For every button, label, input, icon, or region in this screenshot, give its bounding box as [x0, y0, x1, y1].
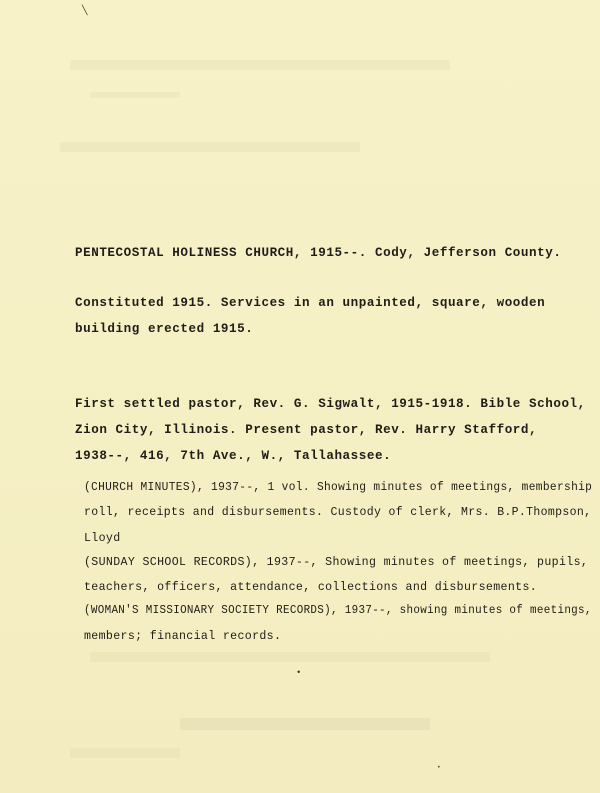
entry-heading: PENTECOSTAL HOLINESS CHURCH, 1915--. Cody, Jefferson County.	[75, 246, 562, 260]
paragraph-line: Zion City, Illinois. Present pastor, Rev. Harry Stafford,	[75, 423, 538, 437]
record-line: (SUNDAY SCHOOL RECORDS), 1937--, Showing minutes of meetings, pupils,	[84, 556, 589, 569]
paragraph-line: First settled pastor, Rev. G. Sigwalt, 1915-1918. Bible School,	[75, 397, 586, 411]
paragraph-line: Constituted 1915. Services in an unpainted, square, wooden	[75, 296, 546, 310]
record-line: (CHURCH MINUTES), 1937--, 1 vol. Showing minutes of meetings, membership	[84, 481, 593, 494]
bleed-through-line	[180, 718, 430, 730]
record-line: members; financial records.	[84, 630, 282, 643]
bleed-through-line	[90, 652, 490, 662]
ink-speck: •	[296, 668, 302, 678]
ink-speck: ╲	[82, 6, 88, 16]
record-line: Lloyd	[84, 532, 121, 545]
record-line: teachers, officers, attendance, collections and disbursements.	[84, 581, 538, 594]
bleed-through-line	[70, 60, 450, 70]
bleed-through-line	[90, 92, 180, 98]
bleed-through-line	[60, 142, 360, 152]
record-line: roll, receipts and disbursements. Custody of clerk, Mrs. B.P.Thompson,	[84, 506, 592, 519]
ink-speck: •	[437, 764, 441, 771]
paragraph-line: 1938--, 416, 7th Ave., W., Tallahassee.	[75, 449, 392, 463]
bleed-through-line	[70, 748, 180, 758]
record-line: (WOMAN'S MISSIONARY SOCIETY RECORDS), 1937--, showing minutes of meetings,	[84, 604, 592, 617]
paragraph-line: building erected 1915.	[75, 322, 254, 336]
